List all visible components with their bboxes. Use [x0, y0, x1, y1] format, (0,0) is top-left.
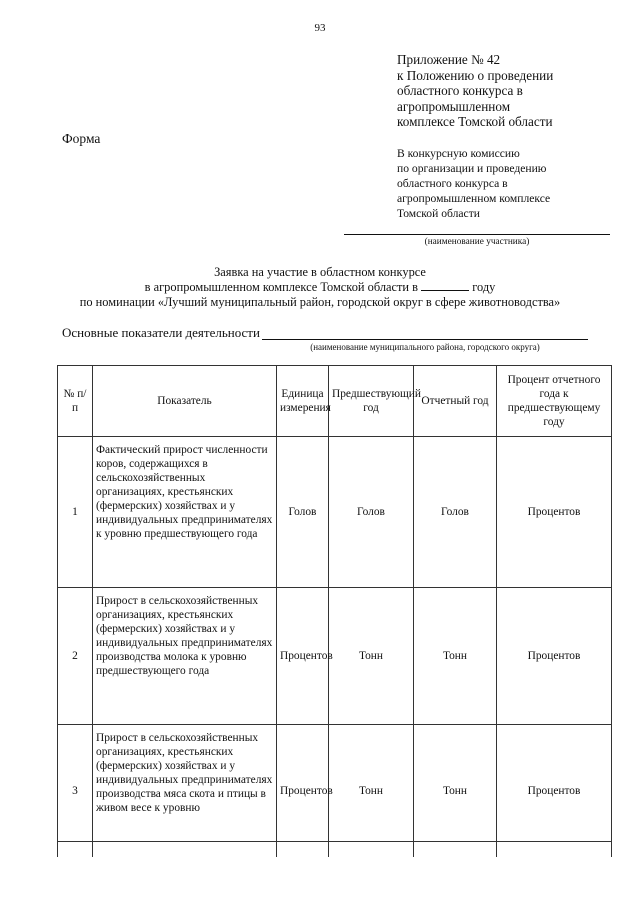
header-percent: Процент отчетного года к предшествующему году	[497, 366, 612, 437]
year-blank[interactable]	[421, 280, 469, 291]
indicators-caption: (наименование муниципального района, городского округа)	[310, 342, 540, 352]
header-indicator: Показатель	[93, 366, 277, 437]
appendix-reference	[397, 52, 553, 130]
row-reporting-year[interactable]: Тонн	[414, 588, 497, 725]
addressee-line: В конкурсную комиссию	[397, 147, 520, 160]
page-number: 93	[314, 22, 326, 34]
addressee-line: агропромышленном комплексе	[397, 192, 551, 205]
row-reporting-year[interactable]: Голов	[414, 437, 497, 588]
municipality-name-line[interactable]	[262, 339, 588, 340]
row-indicator-cell	[93, 725, 277, 858]
row-indicator: Фактический прирост численности коров, содержащихся в сельскохозяйственных организациях, крестьянских (фермерских) хозяйствах и у индивидуальных предпринимателях к уровню предшествующего года	[93, 437, 277, 588]
appendix-line: комплексе Томской области	[397, 114, 553, 129]
addressee-line: областного конкурса в	[397, 177, 508, 190]
row-previous-year[interactable]: Голов	[329, 437, 414, 588]
table-bottom-edge	[57, 841, 612, 842]
appendix-line: областного конкурса в	[397, 83, 523, 98]
row-percent[interactable]: Процентов	[497, 725, 612, 858]
row-previous-year[interactable]: Тонн	[329, 725, 414, 858]
row-unit: Голов	[277, 437, 329, 588]
addressee-line: Томской области	[397, 207, 480, 220]
header-num: № п/п	[58, 366, 93, 437]
header-previous-year: Предшествующий год	[329, 366, 414, 437]
header-reporting-year: Отчетный год	[414, 366, 497, 437]
table-row	[58, 437, 612, 588]
row-indicator: Прирост в сельскохозяйственных организациях, крестьянских (фермерских) хозяйствах и у индивидуальных предпринимателях производства мяса скота и птицы в живом весе к уровню	[96, 732, 273, 814]
row-unit: Процентов	[277, 588, 329, 725]
application-nomination: по номинации «Лучший муниципальный район, городской округ в сфере животноводства»	[79, 295, 561, 309]
appendix-line: агропромышленном	[397, 98, 511, 114]
application-title-line	[0, 280, 640, 295]
indicators-label: Основные показатели деятельности	[62, 325, 260, 340]
row-unit: Процентов	[277, 725, 329, 858]
participant-name-line[interactable]	[344, 234, 610, 235]
application-title	[0, 265, 640, 310]
row-num: 1	[58, 437, 93, 588]
row-num: 3	[58, 725, 93, 858]
participant-caption: (наименование участника)	[424, 237, 530, 247]
application-title-line: Заявка на участие в областном конкурсе	[214, 265, 426, 279]
table-row	[58, 725, 612, 858]
row-indicator: Прирост в сельскохозяйственных организациях, крестьянских (фермерских) хозяйствах и у индивидуальных предпринимателях производства молока к уровню предшествующего года	[93, 588, 277, 725]
addressee-line: по организации и проведению	[397, 162, 547, 175]
indicators-table	[57, 365, 612, 857]
table-header-row	[58, 366, 612, 437]
appendix-line: Приложение № 42	[397, 52, 501, 67]
row-previous-year[interactable]: Тонн	[329, 588, 414, 725]
form-label: Форма	[62, 131, 101, 146]
addressee	[397, 146, 550, 221]
row-percent[interactable]: Процентов	[497, 437, 612, 588]
row-reporting-year[interactable]: Тонн	[414, 725, 497, 858]
application-year-word: году	[472, 280, 496, 294]
application-region-text: в агропромышленном комплексе Томской области в	[144, 280, 418, 294]
table-row	[58, 588, 612, 725]
row-num: 2	[58, 588, 93, 725]
row-percent[interactable]: Процентов	[497, 588, 612, 725]
appendix-line: к Положению о проведении	[397, 67, 554, 83]
header-unit: Единица измерения	[277, 366, 329, 437]
